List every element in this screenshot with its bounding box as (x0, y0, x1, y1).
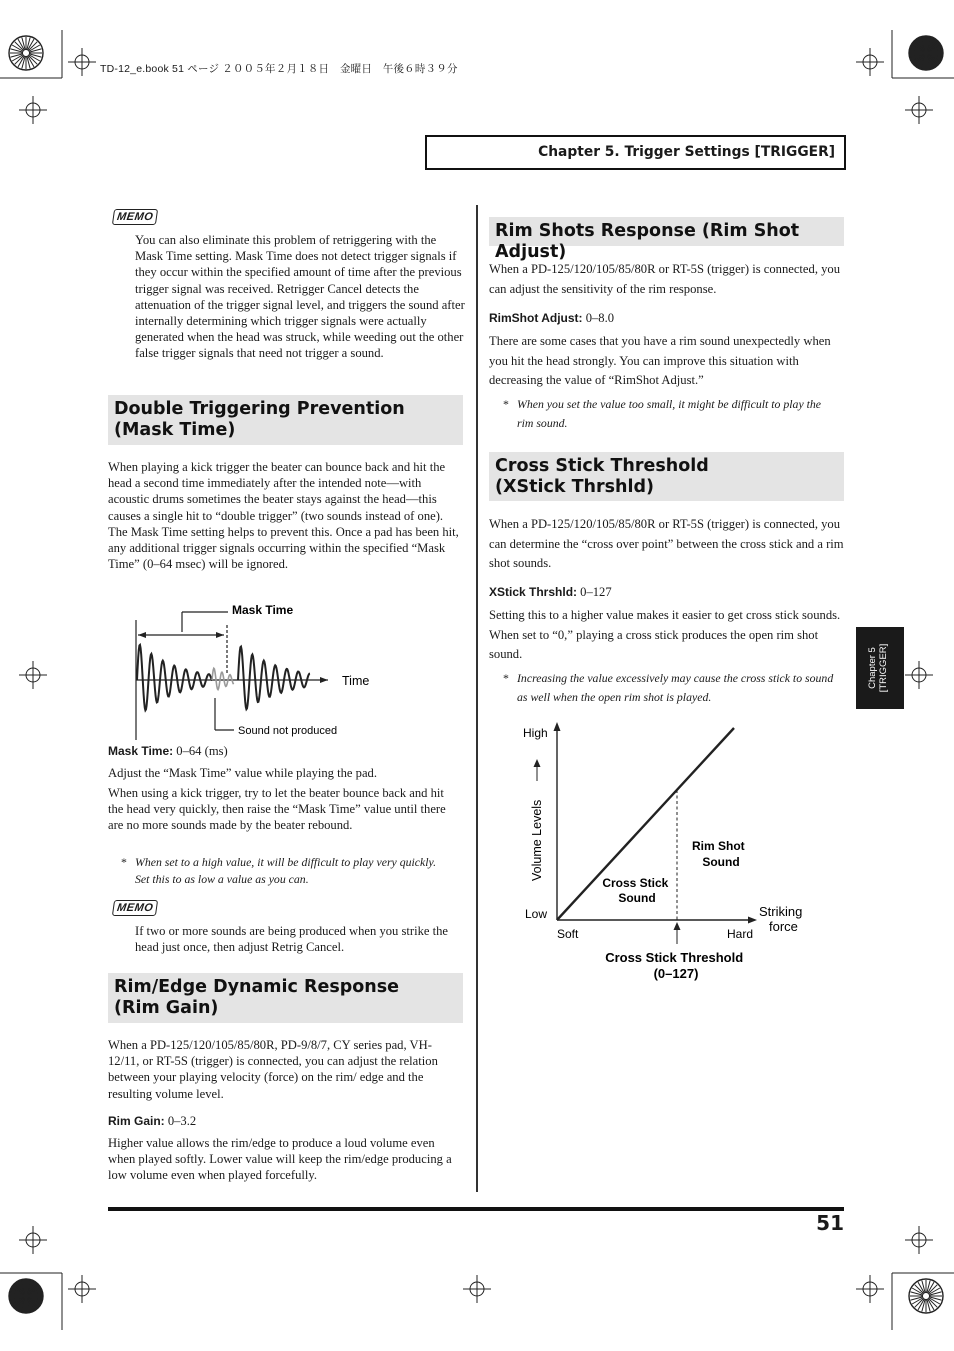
page-number: 51 (816, 1211, 844, 1235)
mask-time-param: Mask Time: 0–64 (ms) (108, 744, 228, 758)
column-divider (476, 205, 478, 1192)
time-label: Time (342, 674, 370, 688)
mask-time-para1: Adjust the “Mask Time” value while playing the pad. (108, 766, 377, 780)
memo-icon: MEMO (112, 209, 158, 225)
rim-shot-note: * When you set the value too small, it might be difficult to play the rim sound. (503, 397, 822, 430)
xstick-intro: When a PD-125/120/105/85/80R or RT-5S (trigger) is connected, you can determine the “cross over point” between the cross stick and a rim shot sounds. (489, 517, 844, 570)
y-high-label: High (523, 726, 548, 740)
chapter-title-box (425, 135, 846, 170)
memo-text: If two or more sounds are being produced when you strike the head just once, then adjust Retrig Cancel. (135, 924, 449, 955)
chapter-title: Chapter 5. Trigger Settings [TRIGGER] (538, 144, 835, 160)
rim-shot-intro: When a PD-125/120/105/85/80R or RT-5S (trigger) is connected, you can adjust the sensitivity of the rim response. (489, 262, 841, 296)
y-low-label: Low (525, 907, 548, 921)
rim-gain-para: Higher value allows the rim/edge to produce a loud volume even when played softly. Lower value will keep the rim/edge producing a low volume even when played forcefully. (108, 1136, 452, 1183)
mask-time-note: * When set to a high value, it will be difficult to play very quickly. Set this to as low a value as you can. (121, 855, 437, 886)
xstick-note: * Increasing the value excessively may cause the cross stick to sound as well when the open rim shot is played. (503, 671, 834, 704)
chapter-side-tab (856, 627, 904, 709)
rim-gain-intro: When a PD-125/120/105/85/80R, PD-9/8/7, CY series pad, VH-12/11, or RT-5S (trigger) is connected, you can adjust the relation between your playing velocity (force) on the rim/ edge and the resulting volume level. (108, 1038, 438, 1101)
footer-rule (108, 1207, 844, 1211)
side-tab-line2: [TRIGGER] (878, 643, 889, 693)
threshold-label: Cross Stick Threshold (0–127) (605, 950, 744, 981)
mask-time-diagram (120, 598, 370, 743)
rim-shot-region-label: Rim Shot Sound (691, 839, 745, 869)
x-soft-label: Soft (557, 927, 579, 941)
sound-not-produced-label: Sound not produced (238, 725, 338, 737)
xstick-param: XStick Thrshld: 0–127 (489, 585, 612, 599)
rim-gain-param: Rim Gain: 0–3.2 (108, 1114, 197, 1128)
section-heading-mask-time: Double Triggering Prevention (Mask Time) (108, 395, 463, 445)
y-axis-title: Volume Levels (530, 799, 544, 881)
memo-text: You can also eliminate this problem of retriggering with the Mask Time setting. Mask Time does not detect trigger signals if they occur within the specified amount of time after the previous trigger signal was received. Retrigger Cancel detects the attenuation of the trigger signal level, and triggers the sound after internally determining which trigger signals were actually generated when the head was struck, while weeding out the other false trigger signals that need not trigger a sound. (135, 233, 465, 361)
x-axis-title-line2: force (769, 919, 798, 934)
mask-time-intro: When playing a kick trigger the beater can bounce back and hit the head a second time immediately after the intended note—with acoustic drums sometimes the beater stays against the head—this causes a single hit to “double trigger” (two sounds instead of one). The Mask Time setting helps to prevent this. Once a pad has been hit, any additional trigger signals occurring within the specified “Mask Time” (0–64 msec) will be ignored. (108, 460, 459, 572)
memo-icon: MEMO (112, 900, 158, 916)
mask-time-label: Mask Time (232, 603, 294, 617)
rim-shot-para: There are some cases that you have a rim sound unexpectedly when you hit the head strongly. You can improve this situation with decreasing the value of “RimShot Adjust.” (489, 334, 831, 387)
rim-shot-param: RimShot Adjust: 0–8.0 (489, 311, 615, 325)
x-hard-label: Hard (727, 927, 754, 941)
side-tab-line1: Chapter 5 (867, 647, 878, 689)
file-info: TD-12_e.book 51 ページ ２００５年２月１８日 金曜日 午後６時３９分 (100, 63, 458, 75)
xstick-diagram (515, 718, 815, 988)
cross-stick-region-label: Cross Stick Sound (602, 876, 669, 905)
section-heading-rim-shot: Rim Shots Response (Rim Shot Adjust) (489, 217, 844, 246)
x-axis-title-line1: Striking (759, 904, 803, 919)
section-heading-xstick: Cross Stick Threshold (XStick Thrshld) (489, 452, 844, 501)
mask-time-para2: When using a kick trigger, try to let the beater bounce back and hit the head very quickly, then raise the “Mask Time” value until there are no more sounds made by the beater rebound. (108, 786, 446, 833)
section-heading-rim-gain: Rim/Edge Dynamic Response (Rim Gain) (108, 973, 463, 1023)
xstick-para: Setting this to a higher value makes it easier to get cross stick sounds. When set to “0,” playing a cross stick produces the open rim shot sound. (489, 608, 841, 661)
